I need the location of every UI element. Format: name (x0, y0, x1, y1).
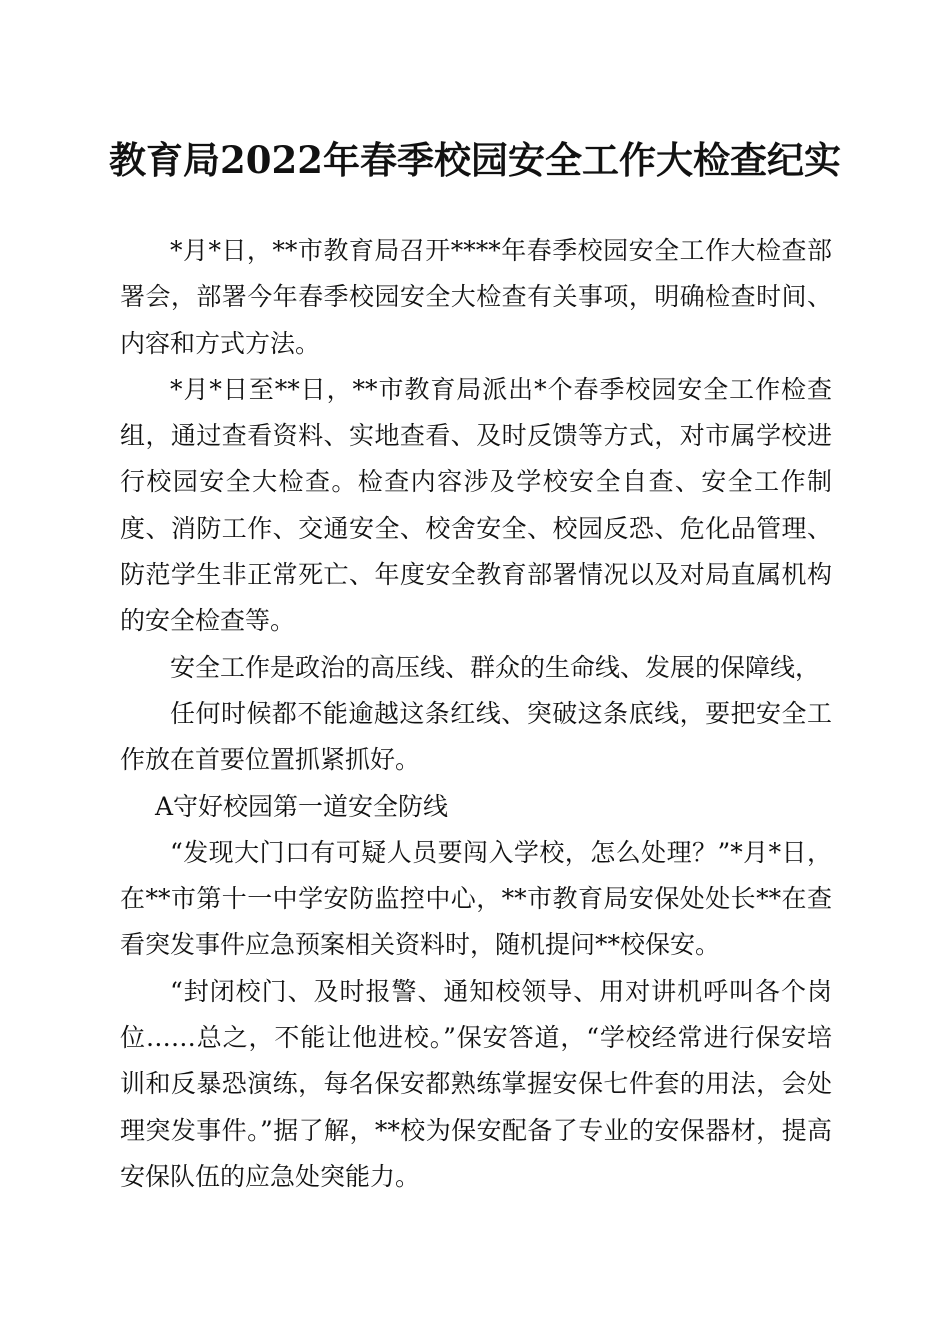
paragraph-answer: “封闭校门、及时报警、通知校领导、用对讲机呼叫各个岗位……总之，不能让他进校。”保安答道，“学校经常进行保安培训和反暴恐演练，每名保安都熟练掌握安保七件套的用法，会处理突发事件。”据了解，**校为保安配备了专业的安保器材，提高安保队伍的应急处突能力。 (120, 976, 832, 1191)
paragraph-safety-line: 安全工作是政治的高压线、群众的生命线、发展的保障线， (170, 652, 821, 682)
paragraph-safety-priority: 任何时候都不能逾越这条红线、突破这条底线，要把安全工作放在首要位置抓紧抓好。 (120, 698, 832, 775)
paragraph-inspection-groups: *月*日至**日，**市教育局派出*个春季校园安全工作检查组，通过查看资料、实地查看、及时反馈等方式，对市属学校进行校园安全大检查。检查内容涉及学校安全自查、安全工作制度、消防工作、交通安全、校舍安全、校园反恐、危化品管理、防范学生非正常死亡、年度安全教育部署情况以及对局直属机构的安全检查等。 (120, 374, 832, 636)
document-body (120, 228, 832, 1200)
document-title: 教育局2022年春季校园安全工作大检查纪实 (109, 138, 841, 182)
paragraph-meeting: *月*日，**市教育局召开****年春季校园安全工作大检查部署会，部署今年春季校园安全大检查有关事项，明确检查时间、内容和方式方法。 (120, 236, 832, 358)
paragraph-question: “发现大门口有可疑人员要闯入学校，怎么处理？”*月*日，在**市第十一中学安防监控中心，**市教育局安保处处长**在查看突发事件应急预案相关资料时，随机提问**校保安。 (120, 837, 832, 960)
section-heading: A守好校园第一道安全防线 (155, 791, 449, 821)
